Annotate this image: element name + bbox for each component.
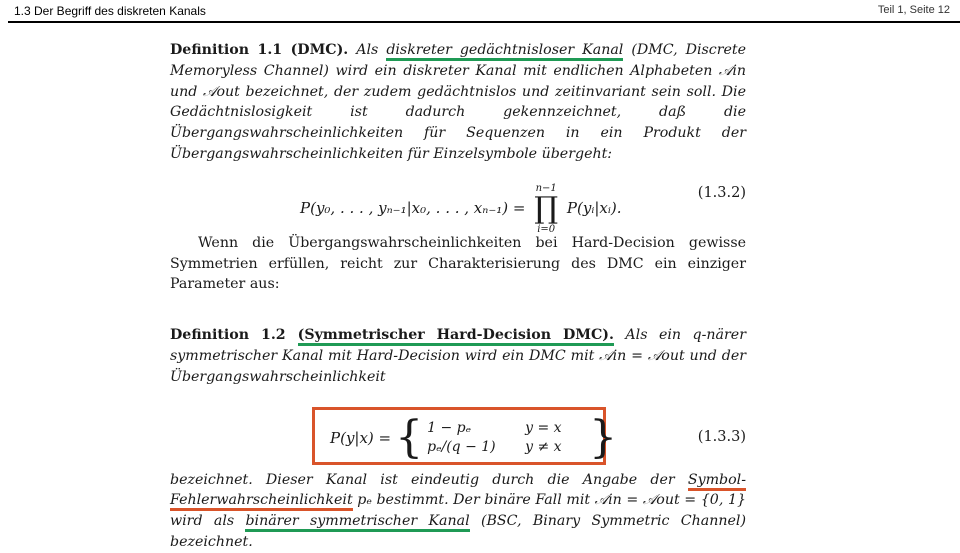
equation-1-3-3 — [330, 412, 621, 463]
case-1-value: 1 − pₑ — [427, 420, 472, 436]
case-2-condition: y ≠ x — [525, 439, 562, 455]
equation-1-3-3-number: (1.3.3) — [697, 429, 746, 445]
term-symbol-error-probability: Symbol-Fehlerwahrscheinlichkeit — [170, 472, 746, 512]
definition-1-1 — [170, 40, 746, 165]
slide-title: 1.3 Der Begriff des diskreten Kanals — [14, 4, 206, 18]
definition-1-2 — [170, 325, 746, 387]
document-excerpt — [170, 40, 746, 553]
definition-1-1-text-a: Als — [356, 42, 387, 58]
equation-1-3-2-body — [300, 183, 622, 235]
case-2-value: pₑ/(q − 1) — [427, 439, 496, 455]
equation-1-3-3-lhs: P(y|x) = — [330, 428, 392, 447]
equation-1-3-2 — [170, 165, 746, 235]
product-lower-limit: i=0 — [537, 223, 556, 235]
equation-cases — [427, 419, 585, 457]
definition-1-2-text: Als ein q-närer symmetrischer Kanal mit Hard-Decision wird ein DMC mit 𝒜in = 𝒜out und der Übergangswahrscheinlichkeit — [170, 327, 746, 385]
equation-1-3-2-rhs: P(yᵢ|xᵢ). — [566, 198, 622, 217]
definition-1-1-text-b: (DMC, Discrete Memoryless Channel) wird ein diskreter Kanal mit endlichen Alphabeten 𝒜in und 𝒜out bezeichnet, der zudem gedächtnislos und zeitinvariant sein soll. Die Gedächtnislosigkeit ist dadurch gekennzeichnet, daß die Übergangswahrscheinlichkeiten für Sequenzen in ein Produkt der Übergangswahrscheinlichkeiten für Einzelsymbole übergeht: — [170, 42, 747, 162]
right-brace: } — [589, 412, 618, 463]
page-indicator: Teil 1, Seite 12 — [877, 4, 950, 16]
final-paragraph — [170, 470, 746, 553]
product-operator — [534, 183, 558, 235]
term-symmetric-hd-dmc: (Symmetrischer Hard-Decision DMC). — [298, 327, 614, 346]
equation-1-3-2-number: (1.3.2) — [697, 184, 746, 201]
paragraph-symmetry: Wenn die Übergangswahrscheinlichkeiten bei Hard-Decision gewisse Symmetrien erfüllen, reicht zur Charakterisierung des DMC ein einziger Parameter aus: — [170, 234, 746, 293]
final-text-c: (BSC, Binary Symmetric Channel) bezeichnet. — [170, 513, 747, 550]
product-upper-limit: n−1 — [535, 182, 557, 194]
equation-1-3-2-lhs: P(y₀, . . . , yₙ₋₁|x₀, . . . , xₙ₋₁) = — [300, 198, 526, 217]
case-1-condition: y = x — [525, 420, 562, 436]
final-text-b: pₑ bestimmt. Der binäre Fall mit 𝒜in = 𝒜out = {0, 1} wird als — [170, 492, 746, 530]
definition-1-2-label: Definition 1.2 — [170, 327, 298, 344]
product-symbol: ∏ — [534, 190, 559, 226]
definition-1-1-label: Definition 1.1 (DMC). — [170, 42, 349, 58]
header-divider — [8, 21, 960, 23]
left-brace: { — [395, 412, 424, 463]
term-dmc: diskreter gedächtnisloser Kanal — [386, 42, 623, 61]
final-text-a: bezeichnet. Dieser Kanal ist eindeutig durch die Angabe der — [170, 471, 688, 488]
term-bsc: binärer symmetrischer Kanal — [245, 513, 469, 532]
